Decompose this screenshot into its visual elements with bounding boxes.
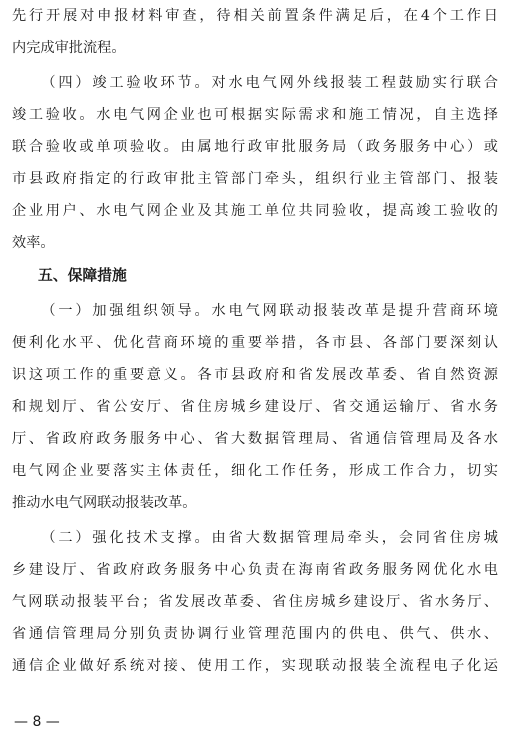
text-line: 通信企业做好系统对接、使用工作，实现联动报装全流程电子化运 bbox=[12, 658, 498, 674]
text-line: （四）竣工验收环节。对水电气网外线报装工程鼓励实行联合 bbox=[12, 75, 498, 91]
page-number: — 8 — bbox=[14, 714, 60, 730]
text-line: （一）加强组织领导。水电气网联动报装改革是提升营商环境 bbox=[12, 303, 498, 319]
text-line: 识这项工作的重要意义。各市县政府和省发展改革委、省自然资源 bbox=[12, 367, 498, 383]
text-line: 市县政府指定的行政审批主管部门牵头，组织行业主管部门、报装 bbox=[12, 171, 498, 187]
text-line: 电气网企业要落实主体责任，细化工作任务，形成工作合力，切实 bbox=[12, 463, 498, 479]
text-line: 乡建设厅、省政府政务服务中心负责在海南省政务服务网优化水电 bbox=[12, 562, 498, 578]
text-line: 便利化水平、优化营商环境的重要举措，各市县、各部门要深刻认 bbox=[12, 335, 498, 351]
text-line: 省通信管理局分别负责协调行业管理范围内的供电、供气、供水、 bbox=[12, 626, 498, 642]
text-line: 先行开展对申报材料审查，待相关前置条件满足后，在4个工作日 bbox=[12, 8, 498, 24]
text-line: 推动水电气网联动报装改革。 bbox=[12, 495, 197, 511]
text-line: 企业用户、水电气网企业及其施工单位共同验收，提高竣工验收的 bbox=[12, 203, 498, 219]
text-line: 和规划厅、省公安厅、省住房城乡建设厅、省交通运输厅、省水务 bbox=[12, 399, 498, 415]
text-line: 气网联动报装平台；省发展改革委、省住房城乡建设厅、省水务厅、 bbox=[12, 594, 498, 610]
section-heading: 五、保障措施 bbox=[38, 267, 127, 284]
text-line: 厅、省政府政务服务中心、省大数据管理局、省通信管理局及各水 bbox=[12, 431, 498, 447]
text-line: 联合验收或单项验收。由属地行政审批服务局（政务服务中心）或 bbox=[12, 139, 498, 155]
text-line: 效率。 bbox=[12, 235, 55, 251]
text-line: 内完成审批流程。 bbox=[12, 40, 126, 56]
text-line: 竣工验收。水电气网企业也可根据实际需求和施工情况，自主选择 bbox=[12, 107, 498, 123]
text-line: （二）强化技术支撑。由省大数据管理局牵头，会同省住房城 bbox=[12, 530, 498, 546]
